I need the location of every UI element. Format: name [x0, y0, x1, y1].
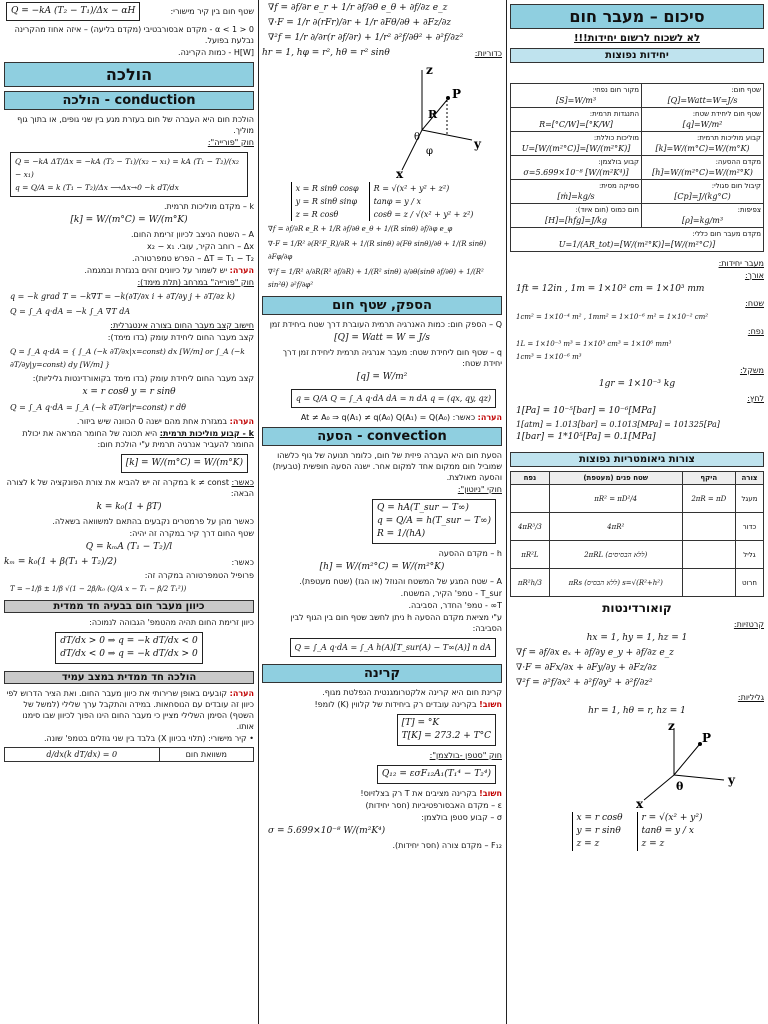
k-form: k = k₀(1 + βT): [96, 502, 162, 512]
unit-formula: [H]=[hfg]=J/kg: [545, 216, 607, 225]
geo-cell-area: πR² = πD²/4: [549, 485, 682, 513]
units-row: [511, 132, 764, 156]
svg-text:P: P: [452, 87, 462, 101]
cyl-map-x: x = r cosθ: [576, 813, 623, 823]
power-note: כאשר: At ≠ A₀ ⇒ q(A₁) ≠ q(A₀) Q(A₁) = Q(A₀): [300, 413, 476, 422]
geo-row: [511, 513, 764, 541]
unit-name: חום כמוס (חום איוד):: [575, 206, 640, 214]
sph2-laplacian: ∇²f = 1/R² ∂/∂R(R² ∂f/∂R) + 1/(R² sinθ) ∂/∂θ(sinθ ∂f/∂θ) + 1/(R² sin²θ) ∂²f/∂φ²: [268, 268, 484, 289]
fourier-label: חוק "פורייה":: [207, 138, 254, 147]
steady-table-eq: d/dx(k dT/dx) = 0: [5, 748, 160, 762]
alpha-definition: 0 < α < 1 - מקדם אבסורבטיבי (מקדם בליעה) – איזה אחוז מהקרינה נבלעת בפועל.: [14, 25, 254, 45]
k-var-label: k - קבוע מוליכות תרמית:: [159, 429, 254, 438]
svg-text:y: y: [728, 773, 735, 787]
unit-formula: [ρ]=kg/m³: [681, 216, 724, 225]
power-note-label: הערה:: [477, 413, 502, 422]
svg-text:y: y: [474, 137, 481, 151]
fourier3d-eq-1: q = −k grad T = −k∇T = −k(∂T/∂x i + ∂T/∂y j + ∂T/∂z k): [10, 292, 235, 301]
geo-col-header: שטח פנים (מעטפת): [549, 472, 682, 485]
polar-mapping: x = r cosθ y = r sinθ: [82, 387, 176, 397]
kelvin-box: [397, 714, 496, 746]
steady-note: קובעים באופן שרירותי את כיוון מעבר החום. ואת הציר הדרוש לפי כיוון זה עובדים עם הנוסחאות. במידה והתקבל ערך שלילי (למשל של השטף) הסימן השלילי מציין כי מעבר החום הינו הפוך לכיוון שבו סימנו אותו.: [6, 689, 254, 731]
unit-formula: R=[°C/W]=[°K/W]: [539, 120, 613, 129]
note-label: הערה:: [229, 266, 254, 275]
shape-factor-definition: F₁₂ – מקדם צורה (חסר יחידות).: [392, 841, 502, 850]
geo-cell-perim: [682, 513, 735, 541]
coordinates-header: קואורדינטות: [510, 601, 764, 615]
flux-relation-box: q = Q/A Q = ∫_A q·dA dA = n dA q = (qx, qy, qz): [291, 389, 496, 408]
page-title: סיכום – מעבר חום: [510, 4, 764, 29]
kelvin-unit: [T] = °K: [401, 718, 440, 728]
sigma-value: σ = 5.699×10⁻⁸ W/(m²K⁴): [268, 826, 386, 836]
geo-cell-shape: חרוט: [735, 569, 763, 597]
geo-cell-vol: [511, 485, 550, 513]
units-cell: [511, 108, 642, 132]
k-params: כאשר מהן על פרמטרים נקבעים בהתאם למשוואה בשאלה.: [52, 517, 254, 526]
svg-text:x: x: [396, 167, 404, 180]
h-definition: h – מקדם ההסעה: [438, 549, 502, 558]
km-eq: kₘ = k₀(1 + β(T₁ + T₂)/2): [4, 557, 117, 567]
cylindrical-axes-diagram: [604, 720, 764, 810]
local-convection-text: ע"י מציאת מקדם ההסעה h ניתן לחשב שטף חום בין הגוף לבין הסביבה:: [290, 613, 502, 633]
spherical-axes-diagram: [342, 60, 502, 180]
newton-eq-2: q = Q/A = h(T_sur − T∞): [377, 516, 491, 526]
units-cell: [642, 132, 764, 156]
polar-note-label: הערה:: [229, 417, 254, 426]
sph-inv-r: R = √(x² + y² + z²): [373, 184, 450, 193]
fourier-eq-2: q = Q/A = k (T₁ − T₂)/Δx ⟶Δx→0 −k dT/dx: [15, 183, 179, 192]
units-cell: [511, 132, 642, 156]
k-units: [k] = W/(m°C) = W/(m°K): [70, 215, 188, 225]
geo-cell-perim: 2πR = πD: [682, 485, 735, 513]
radiation-header: קרינה: [262, 664, 502, 683]
sph-map-z: z = R cosθ: [295, 210, 339, 219]
unit-name: מקדם מעבר חום כללי:: [692, 230, 761, 238]
geo-cell-area: πRs (ללא הבסיס) s=√(R²+h²): [549, 569, 682, 597]
svg-text:R: R: [428, 108, 438, 121]
radiation-note: בקרינה מציבים את T רק בצלזיוס!: [360, 789, 477, 798]
spherical-mapping: [262, 182, 502, 221]
profile-eq: T = −1/β ± 1/β √(1 − 2β/k₀ (Q/A x − T₁ − β/2 T₁²)): [10, 585, 187, 593]
stefan-boltzmann-label: חוק "סטפן -בולצמן":: [429, 751, 502, 760]
units-row: [511, 84, 764, 108]
epsilon-definition: ε – מקדם האבסורפטיביות (חסר יחידות): [365, 801, 502, 810]
tinf-definition: T∞ - טמפ' החדר, הסביבה.: [408, 601, 502, 610]
units-row: [511, 228, 764, 252]
volume-label: נפח:: [747, 327, 764, 336]
fourier3d-eq-2: Q = ∫_A q·dA = −k ∫_A ∇T dA: [10, 307, 131, 316]
dx-definition: Δx – רוחב הקיר, עובי. x₂ − x₁: [146, 242, 254, 251]
left-column: [4, 0, 254, 1024]
polar-eq: Q = ∫_A q·dA = ∫_A (−k ∂T/∂r|r=const) r dθ: [10, 403, 186, 412]
area-definition: A – שטח המגע של המשטח והנוזל (או הגז) (שטח מעטפת).: [299, 577, 502, 586]
sph-map-x: x = R sinθ cosφ: [295, 184, 359, 193]
unit-name: ספיקה מסית:: [598, 182, 640, 190]
geo-row: [511, 569, 764, 597]
units-cell: [642, 180, 764, 204]
unit-name: קיבול חום סגולי:: [711, 182, 761, 190]
units-row: [511, 156, 764, 180]
unit-name: קבוע בולצמן:: [598, 158, 640, 166]
volume-conversion-2: 1cm³ = 1×10⁻⁶ m³: [516, 353, 582, 361]
wall-bullet-text: קיר מישורי: (תלוי בכיוון X) בלבד בין שני גוזלים בטמפ' שונה.: [43, 734, 247, 743]
direction-text: כיוון זרימת החום תהיה מהטמפ' הגבוהה לנמוכה:: [89, 618, 254, 627]
calc-2d-label: קצב מעבר החום ליחידת עומק (בדו מימד):: [107, 333, 254, 342]
convection-header: convection - הסעה: [262, 427, 502, 446]
cyl-map-y: y = r sinθ: [576, 826, 621, 836]
steady-note-label: הערה:: [229, 689, 254, 698]
units-table: [510, 83, 764, 252]
power-header: הספק, שטף חום: [262, 296, 502, 315]
unit-name: צפיפות:: [737, 206, 761, 214]
svg-text:x: x: [636, 797, 644, 810]
radiation-kelvin-note: בקרינה עובדים רק ביחידות של קלווין (K) לומפ!: [314, 700, 477, 709]
pressure-label: לחץ:: [747, 394, 764, 403]
newton-eq-1: Q = hA(T_sur − T∞): [377, 503, 469, 513]
note-text: יש לשמור על כיוונים זהים בנגזרת ובמגמה.: [84, 266, 228, 275]
geo-row: [511, 541, 764, 569]
geo-col-header: צורה: [735, 472, 763, 485]
pressure-conversion-1: 1[Pa] = 10⁻⁵[bar] = 10⁻⁶[MPa]: [516, 406, 656, 416]
unit-conversions: [510, 258, 764, 444]
cyl-inv-z: z = z: [641, 839, 665, 849]
units-cell: [642, 84, 764, 108]
unit-name: מקור חום נפחי:: [592, 86, 640, 94]
unit-formula: σ=5.699×10⁻⁸ [W/(m²K⁴)]: [523, 168, 629, 177]
sph-gradient: ∇f = ∂f/∂r e_r + 1/r ∂f/∂θ e_θ + ∂f/∂z e_z: [268, 3, 448, 13]
geo-cell-area: 4πR²: [549, 513, 682, 541]
newton-label: חוקי "ניוטון":: [457, 485, 502, 494]
unit-name: קבוע מוליכות תרמית:: [697, 134, 761, 142]
geo-cell-vol: πR²h/3: [511, 569, 550, 597]
length-label: אורך:: [744, 271, 764, 280]
svg-text:z: z: [668, 720, 675, 733]
k-const-text: k ≠ const במקרה זה יש להביא את צורת הפונקציה של k לצורה הבאה:: [6, 478, 254, 498]
local-convection-box: Q = ∫_A q·dA = ∫_A h(A)[T_sur(A) − T∞(A)] n dA: [290, 638, 496, 657]
sigma-definition: σ – קבוע סטפן בולצמן:: [421, 813, 502, 822]
units-row: [511, 108, 764, 132]
kelvin-conversion: T[K] = 273.2 + T°C: [401, 731, 491, 741]
area-conversion: 1cm² = 1×10⁻⁴ m² , 1mm² = 1×10⁻⁶ m² = 1×10⁻² cm²: [516, 313, 709, 321]
power-units: [Q] = Watt = W = J/s: [334, 333, 430, 343]
volume-conversion-1: 1L = 1×10⁻³ m³ = 1×10³ cm³ = 1×10⁶ mm³: [516, 340, 672, 348]
wall-flux-label: שטף חום בין קיר מישורי:: [170, 7, 254, 16]
units-row: [511, 180, 764, 204]
pressure-conversion-3: 1[bar] = 1*10⁵[Pa] = 0.1[MPa]: [516, 432, 656, 442]
convection-text: הסעת חום היא העברה פיזית של חום, כלומר תנועה של גוף כלשהו שמוביל חום ממקום אחד למקום אחר. ישנה הסעה חופשית (טבעית) והסעה מאולצת.: [272, 451, 502, 482]
dt-definition: ΔT = T₁ − T₂ – הפרש טמפרטורה.: [132, 254, 254, 263]
geo-cell-shape: גליל: [735, 541, 763, 569]
unit-formula: U=[W/(m²°C)]=[W/(m²°K)]: [521, 144, 631, 153]
geo-cell-shape: כדור: [735, 513, 763, 541]
unit-name: שטף חום ליחידת שטח:: [692, 110, 761, 118]
units-row: [511, 204, 764, 228]
k-wall-text: שטף החום דרך קיר במקרה זה יהיה:: [129, 529, 254, 538]
cylindrical-scale-factors: hr = 1, hθ = r, hz = 1: [588, 706, 686, 716]
length-conversion: 1ft = 12in , 1m = 1×10² cm = 1×10³ mm: [516, 284, 705, 294]
conversions-label: מעבר יחידות:: [718, 259, 764, 268]
unit-formula: [Q]=Watt=W=J/s: [667, 96, 738, 105]
area-label: שטח:: [745, 299, 764, 308]
sph2-gradient: ∇f = ∂f/∂R e_R + 1/R ∂f/∂θ e_θ + 1/(R sinθ) ∂f/∂φ e_φ: [268, 225, 453, 233]
cartesian-laplacian: ∇²f = ∂²f/∂x² + ∂²f/∂y² + ∂²f/∂z²: [516, 678, 653, 688]
cartesian-gradient: ∇f = ∂f/∂x eₓ + ∂f/∂y e_y + ∂f/∂z e_z: [516, 648, 674, 658]
tsur-definition: T_sur - טמפ' הקיר, המשטח.: [400, 589, 502, 598]
svg-text:θ: θ: [676, 780, 684, 793]
cartesian-label: קרטזיות:: [733, 620, 764, 629]
svg-text:z: z: [426, 63, 433, 77]
cylindrical-label: גליליות:: [737, 693, 764, 702]
geo-row: [511, 485, 764, 513]
units-cell: [511, 228, 764, 252]
polar-note: במגזרת אחת מהם ישנה 0 הכוונה שיש ביזור.: [76, 417, 228, 426]
geo-cell-area: 2πRL (ללא הבסיסים): [549, 541, 682, 569]
svg-text:P: P: [702, 731, 712, 745]
geo-col-header: היקף: [682, 472, 735, 485]
k-definition: k – מקדם מוליכות תרמית.: [163, 202, 254, 211]
units-cell: [642, 108, 764, 132]
geo-cell-vol: 4πR³/3: [511, 513, 550, 541]
integral-calc-label: חישוב קצב מעבר החום בצורה אינטגרלית:: [110, 321, 254, 330]
power-definition: Q – הספק חום: כמות האנרגיה תרמית העוברת דרך שטח ביחידת זמן: [269, 320, 502, 329]
units-cell: [511, 204, 642, 228]
pressure-conversion-2: 1[atm] = 1.013[bar] = 0.1013[MPa] = 101325[Pa]: [516, 420, 720, 429]
sph-inv-theta: cosθ = z / √(x² + y² + z²): [373, 210, 474, 219]
svg-text:θ: θ: [414, 132, 421, 143]
profile-label: פרופיל הטמפרטורה במקרה זה:: [144, 571, 254, 580]
unit-name: מקדם ההסעה:: [715, 158, 761, 166]
sph-map-y: y = R sinθ sinφ: [295, 197, 358, 206]
sph-divergence: ∇·F = 1/r ∂(rFr)/∂r + 1/r ∂Fθ/∂θ + ∂Fz/∂z: [268, 18, 452, 28]
wall-flux-eq: Q = −kA (T₂ − T₁)/Δx − αH: [6, 2, 140, 21]
k-wall-eq: Q = kₘA (T₁ − T₂)/l: [85, 542, 173, 552]
units-reminder: לא לשכוח לרשום יחידות!!!: [573, 33, 700, 44]
steady-header: הולכה חד ממדית במצב עמיד: [4, 671, 254, 684]
fourier3d-label: חוק "פורייה" במרחב (תלת מימד):: [137, 278, 254, 287]
fourier-box: [10, 152, 248, 197]
newton-box: [372, 499, 496, 544]
unit-name: שטף חום:: [731, 86, 761, 94]
radiation-amount: H[W] - כמות הקרינה.: [178, 48, 254, 57]
geo-cell-shape: מעגל: [735, 485, 763, 513]
units-cell: [642, 156, 764, 180]
fourier-eq-1: Q = −kA ΔT/Δx = −kA (T₂ − T₁)/(x₂ − x₁) = kA (T₁ − T₂)/(x₂ − x₁): [15, 157, 239, 179]
cartesian-scale-factors: hx = 1, hy = 1, hz = 1: [586, 633, 688, 643]
unit-formula: U=1/(AR_tot)=[W/(m²°K)]=[W/(m²°C)]: [558, 240, 716, 249]
geo-col-header: נפח: [511, 472, 550, 485]
k-var-text: היא תכונה של החומר המראה את יכולת החומר להעביר אנרגיה תרמית ע"י הולכת חום:: [22, 429, 254, 449]
k-const-label: כאשר:: [231, 478, 254, 487]
sph-laplacian: ∇²f = 1/r ∂/∂r(r ∂f/∂r) + 1/r² ∂²f/∂θ² + ∂²f/∂z²: [268, 33, 464, 43]
cyl-inv-r: r = √(x² + y²): [641, 813, 703, 823]
conduction-text: הולכת חום היא העברה של חום בעזרת מגע בין שני גופים, או בתוך גוף מוליך.: [17, 115, 254, 135]
steady-table-label: משוואת חום: [159, 748, 253, 762]
unit-formula: [ṁ]=kg/s: [557, 192, 595, 201]
flux-units: [q] = W/m²: [356, 372, 408, 382]
unit-name: התנגדות תרמית:: [589, 110, 640, 118]
radiation-text: קרינת חום היא קרינה אלקטרומגנטית הנפלטת מגוף.: [322, 688, 502, 697]
flux-definition: q – שטף חום ליחידת שטח: מעבר אנרגיה תרמית ליחידת זמן דרך יחידת שטח:: [282, 348, 502, 368]
geometry-table: [510, 471, 764, 597]
newton-eq-3: R = 1/(hA): [377, 529, 426, 539]
geo-cell-vol: πR²L: [511, 541, 550, 569]
right-column: [510, 0, 764, 1024]
direction-eq-2: dT/dx < 0 ⇒ q = −k dT/dx > 0: [60, 649, 198, 659]
wall-bullet: • קיר מישורי: (תלוי בכיוון X) בלבד בין שני גוזלים בטמפ' שונה.: [43, 734, 254, 743]
spherical-label: כדוריות:: [474, 49, 502, 58]
stefan-boltzmann-box: Q₁₂ = εσF₁₂A₁(T₁⁴ − T₂⁴): [377, 765, 496, 784]
steady-table: [4, 747, 254, 762]
a-definition: A – השטח הניצב לכיוון זרימת החום.: [131, 230, 254, 239]
sph2-divergence: ∇·F = 1/R² ∂(R²F_R)/∂R + 1/(R sinθ) ∂(Fθ sinθ)/∂θ + 1/(R sinθ) ∂Fφ/∂φ: [268, 240, 487, 261]
direction-box: [55, 632, 202, 664]
cyl-map-z: z = z: [576, 839, 600, 849]
radiation-important-label: חשוב!: [479, 700, 502, 709]
km-label: כאשר:: [231, 558, 254, 567]
units-cell: [511, 180, 642, 204]
unit-formula: [Cp]=J/(kg°C): [674, 192, 731, 201]
units-cell: [511, 156, 642, 180]
unit-formula: [k]=W/(m°C)=W/(m°K): [655, 144, 750, 153]
h-units: [h] = W/(m²°C) = W/(m²°K): [319, 562, 445, 572]
geometry-header: צורות גיאומטריות נפוצות: [510, 452, 764, 467]
units-cell: [511, 84, 642, 108]
direction-header: כיוון מעבר חום בבעיה חד ממדית: [4, 600, 254, 613]
direction-eq-1: dT/dx > 0 ⇒ q = −k dT/dx < 0: [60, 636, 198, 646]
cylindrical-mapping: [510, 812, 764, 851]
calc-2d-eq: Q = ∫_A q·dA = { ∫_A (−k ∂T/∂x|x=const) dx [W/m] or ∫_A (−k ∂T/∂y|y=const) dy [W/m] }: [10, 347, 245, 369]
conduction-header: conduction - הולכה: [4, 91, 254, 110]
unit-formula: [h]=W/(m²°C)=W/(m²°K): [652, 168, 753, 177]
unit-formula: [S]=W/m³: [555, 96, 597, 105]
k-var-units: [k] = W/(m°C) = W/(m°K): [121, 454, 248, 473]
units-header: יחידות נפוצות: [510, 48, 764, 63]
radiation-note-label: חשוב!: [479, 789, 502, 798]
middle-column: [262, 0, 502, 1024]
sph-inv-phi: tanφ = y / x: [373, 197, 421, 206]
unit-formula: [q]=W/m²: [682, 120, 723, 129]
unit-name: מוליכות כוללת:: [593, 134, 640, 142]
calc-polar-label: קצב מעבר החום ליחידת עומק (בדו מימד בקואורדינטות גליליות):: [32, 374, 254, 383]
cartesian-divergence: ∇·F = ∂Fx/∂x + ∂Fy/∂y + ∂Fz/∂z: [516, 663, 657, 673]
svg-text:φ: φ: [426, 146, 434, 157]
geo-cell-perim: [682, 541, 735, 569]
geo-cell-perim: [682, 569, 735, 597]
conduction-title: הולכה: [4, 62, 254, 87]
spherical-scale-factors: hr = 1, hφ = r², hθ = r² sinθ: [262, 48, 390, 58]
units-cell: [642, 204, 764, 228]
cyl-inv-theta: tanθ = y / x: [641, 826, 694, 836]
mass-label: משקל:: [739, 366, 764, 375]
mass-conversion: 1gr = 1×10⁻³ kg: [598, 379, 676, 389]
